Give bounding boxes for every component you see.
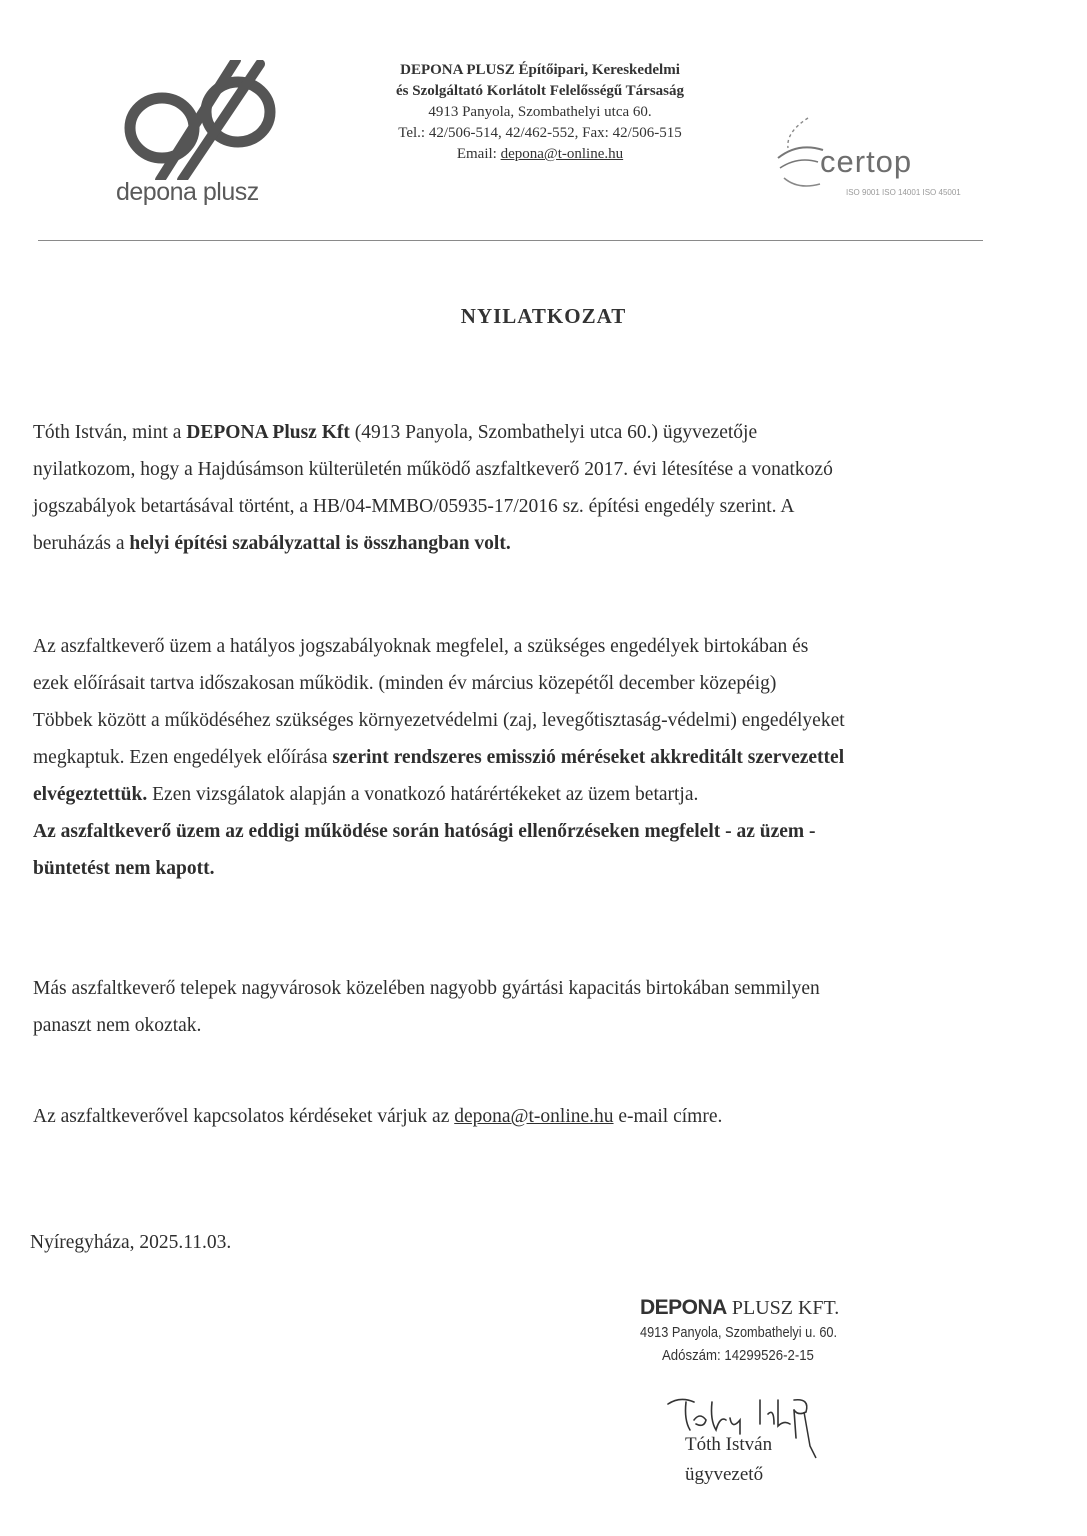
signer-title: ügyvezető: [685, 1464, 764, 1485]
p1-line4: [33, 525, 1061, 562]
p1-line3: jogszabályok betartásával történt, a HB/04-MMBO/05935-17/2016 sz. építési engedély szerint. A: [33, 496, 795, 517]
company-name-bold: DEPONA Plusz Kft: [186, 422, 350, 443]
p2-line5-bold: elvégeztettük.: [33, 784, 148, 805]
stamp-address: 4913 Panyola, Szombathelyi u. 60.: [640, 1324, 838, 1341]
depona-logo-mark-icon: [110, 60, 290, 180]
p1-line4-pre: beruházás a: [33, 533, 130, 554]
stamp-brand: DEPONA: [640, 1296, 727, 1319]
company-email-line: [330, 144, 750, 165]
header-divider: [38, 240, 983, 241]
p2-line5: [33, 776, 1061, 813]
p4-pre: Az aszfaltkeverővel kapcsolatos kérdéseket várjuk az: [33, 1106, 455, 1127]
company-phone-fax: Tel.: 42/506-514, 42/462-552, Fax: 42/506-515: [398, 125, 682, 141]
company-name-line1: DEPONA PLUSZ Építőipari, Kereskedelmi: [400, 62, 680, 78]
p3-line1: Más aszfaltkeverő telepek nagyvárosok közelében nagyobb gyártási kapacitás birtokában semmilyen: [33, 978, 820, 999]
p2-line3: Többek között a működéséhez szükséges környezetvédelmi (zaj, levegőtisztaság-védelmi) engedélyeket: [33, 710, 845, 731]
p2-line6-bold: Az aszfaltkeverő üzem az eddigi működése során hatósági ellenőrzéseken megfelelt - az üzem -: [33, 821, 816, 842]
stamp-suffix: PLUSZ KFT.: [726, 1297, 840, 1319]
p2-line7: [33, 850, 1061, 887]
stamp-tax-number: Adószám: 14299526-2-15: [662, 1347, 814, 1364]
certificate-standards: ISO 9001 ISO 14001 ISO 45001: [846, 188, 961, 197]
p2-line2: ezek előírásait tartva időszakosan működik. (minden év március közepétől december közepéig): [33, 673, 777, 694]
p2-line4: [33, 739, 1061, 776]
p1-line4-bold: helyi építési szabályzattal is összhangban volt.: [129, 533, 511, 554]
p4-post: e-mail címre.: [613, 1106, 723, 1127]
p1-line2: nyilatkozom, hogy a Hajdúsámson külterületén működő aszfaltkeverő 2017. évi létesítése a vonatkozó: [33, 459, 833, 480]
p2-line1: Az aszfaltkeverő üzem a hatályos jogszabályoknak megfelel, a szükséges engedélyek birtokában és: [33, 636, 809, 657]
company-logo: [110, 60, 290, 220]
p1-line1-post: (4913 Panyola, Szombathelyi utca 60.) ügyvezetője: [349, 422, 758, 443]
company-stamp: [640, 1296, 900, 1364]
document-title: NYILATKOZAT: [460, 304, 627, 328]
p2-line4-pre: megkaptuk. Ezen engedélyek előírása: [33, 747, 333, 768]
p2-line5-post: Ezen vizsgálatok alapján a vonatkozó határértékeket az üzem betartja.: [147, 784, 699, 805]
p3-line2: panaszt nem okoztak.: [33, 1015, 202, 1036]
p1-line1: [33, 414, 1061, 451]
p2-line7-bold: büntetést nem kapott.: [33, 858, 215, 879]
email-label: Email:: [456, 146, 501, 162]
p4-line1: [33, 1098, 1061, 1135]
paragraph-contact: [33, 1098, 1061, 1135]
p2-line4-bold: szerint rendszeres emisszió méréseket akkreditált szervezettel: [332, 747, 845, 768]
company-address: 4913 Panyola, Szombathelyi utca 60.: [428, 104, 652, 120]
company-email-link[interactable]: depona@t-online.hu: [500, 146, 624, 162]
logo-wordmark: depona plusz: [116, 178, 259, 206]
contact-email-link[interactable]: depona@t-online.hu: [454, 1106, 614, 1127]
stamp-company-name: [640, 1296, 900, 1320]
p2-line6: [33, 813, 1061, 850]
paragraph-operation: [33, 628, 1061, 887]
signer-name: Tóth István: [685, 1434, 773, 1455]
signature-stroke-icon: [800, 1410, 820, 1460]
company-name-line2: és Szolgáltató Korlátolt Felelősségű Társaság: [395, 83, 685, 99]
certification-mark: [768, 112, 983, 217]
paragraph-other-plants: [33, 970, 1061, 1044]
p1-line1-pre: Tóth István, mint a: [33, 422, 187, 443]
certop-brand: certop: [820, 144, 913, 179]
place-and-date: Nyíregyháza, 2025.11.03.: [30, 1232, 232, 1253]
company-header: [330, 60, 750, 165]
paragraph-declaration: [33, 414, 1061, 562]
